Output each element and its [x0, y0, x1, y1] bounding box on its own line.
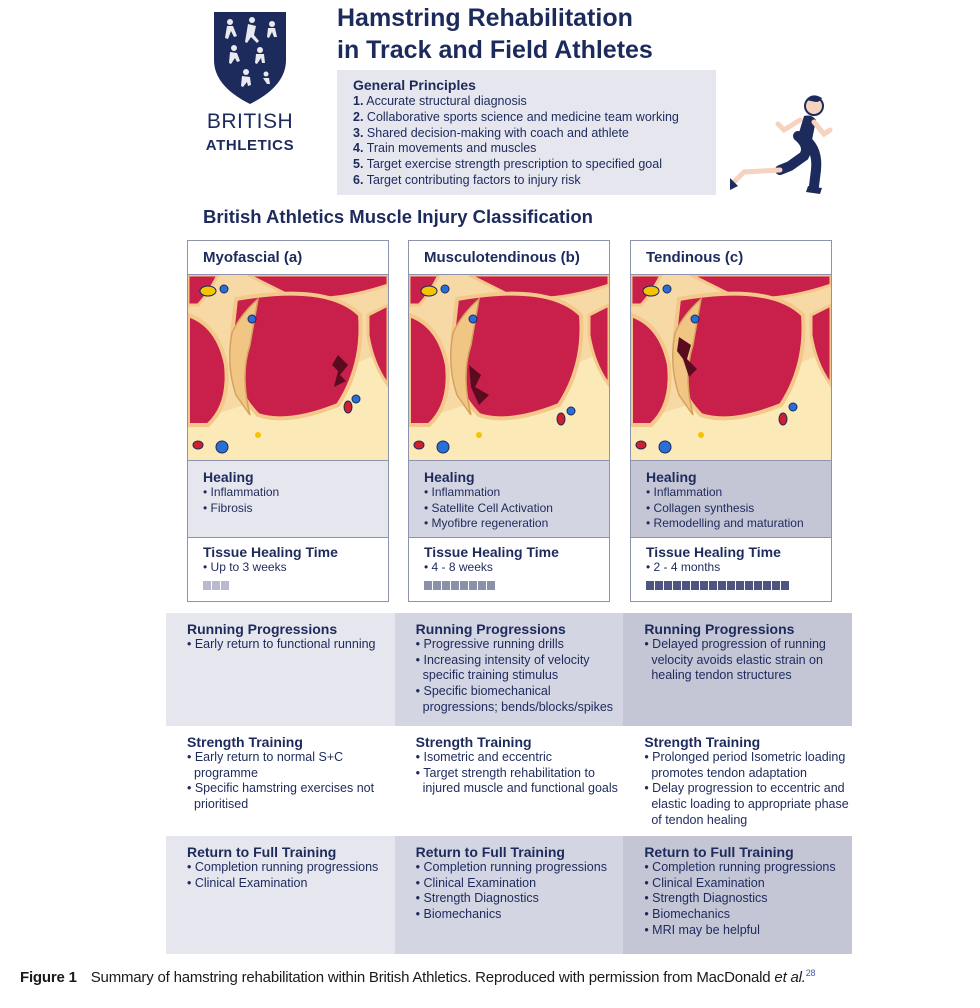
principle-item — [353, 110, 716, 126]
runner-illustration — [720, 90, 840, 200]
cell-heading: Running Progressions — [187, 621, 338, 637]
cell-musculotendinous — [395, 836, 624, 954]
cell-heading: Strength Training — [187, 734, 303, 750]
bar-segment — [781, 581, 789, 590]
muscle-cross-section-image — [409, 275, 609, 461]
cell-list — [644, 637, 852, 684]
cell-item: • Delayed progression of running velocity avoids elastic strain on healing tendon structures — [644, 637, 826, 683]
bar-segment — [745, 581, 753, 590]
bar-segment — [673, 581, 681, 590]
healing-item: • Remodelling and maturation — [646, 516, 804, 531]
logo-text-athletics: ATHLETICS — [205, 137, 295, 154]
cell-heading: Running Progressions — [644, 621, 795, 637]
principle-text: Train movements and muscles — [366, 141, 537, 156]
bar-segment — [682, 581, 690, 590]
cell-myofascial — [166, 613, 395, 726]
cell-item: • Clinical Examination — [187, 875, 308, 890]
bar-segment — [709, 581, 717, 590]
cell-item: • Biomechanics — [644, 907, 730, 922]
bar-segment — [460, 581, 468, 590]
cell-item: • Progressive running drills — [415, 637, 564, 651]
cell-item: • MRI may be helpful — [644, 922, 760, 937]
cell-musculotendinous — [395, 613, 624, 726]
cell-list — [644, 750, 852, 829]
title-line-2: in Track and Field Athletes — [337, 36, 653, 64]
cell-item: • Strength Diagnostics — [644, 891, 768, 906]
bar-segment — [772, 581, 780, 590]
principle-item — [353, 94, 716, 110]
bar-segment — [655, 581, 663, 590]
cell-tendinous — [623, 726, 852, 836]
bar-segment — [754, 581, 762, 590]
healing-section — [409, 461, 609, 538]
healing-item: • Collagen synthesis — [646, 500, 755, 515]
return-to-full-training-row — [166, 836, 852, 954]
title-line-1: Hamstring Rehabilitation — [337, 4, 633, 32]
cell-item: • Specific hamstring exercises not prioritised — [187, 781, 375, 812]
bar-segment — [203, 581, 211, 590]
healing-item: • Inflammation — [203, 485, 280, 499]
healing-heading: Healing — [646, 469, 697, 485]
tissue-healing-time: • 2 - 4 months — [646, 560, 721, 574]
british-athletics-logo — [200, 6, 300, 156]
tissue-healing-time-section — [409, 538, 609, 602]
cell-heading: Return to Full Training — [415, 844, 565, 860]
card-musculotendinous — [408, 240, 610, 602]
cell-myofascial — [166, 726, 395, 836]
healing-time-bar — [646, 581, 831, 590]
card-title: Tendinous (c) — [631, 241, 831, 275]
principle-item — [353, 173, 716, 189]
card-title: Musculotendinous (b) — [409, 241, 609, 275]
principle-number: 3. — [353, 125, 364, 140]
healing-section — [631, 461, 831, 538]
cell-heading: Return to Full Training — [644, 844, 794, 860]
cell-myofascial — [166, 836, 395, 954]
bar-segment — [221, 581, 229, 590]
bar-segment — [736, 581, 744, 590]
bar-segment — [691, 581, 699, 590]
cell-item: • Isometric and eccentric — [415, 750, 553, 764]
principle-item — [353, 141, 716, 157]
figure-caption — [20, 968, 815, 986]
bar-segment — [487, 581, 495, 590]
cell-item: • Delay progression to eccentric and elastic loading to appropriate phase of tendon healing — [644, 781, 849, 827]
principles-list — [353, 94, 716, 189]
cell-item: • Prolonged period Isometric loading promotes tendon adaptation — [644, 750, 846, 780]
cell-item: • Early return to normal S+C programme — [187, 750, 344, 780]
bar-segment — [424, 581, 432, 590]
cell-list — [187, 637, 395, 653]
principle-text: Shared decision-making with coach and athlete — [366, 125, 629, 140]
cell-item: • Clinical Examination — [415, 875, 537, 890]
bar-segment — [469, 581, 477, 590]
card-myofascial — [187, 240, 389, 602]
cell-list — [416, 750, 624, 797]
healing-list — [203, 485, 388, 516]
principle-text: Collaborative sports science and medicine team working — [366, 109, 679, 124]
principles-heading: General Principles — [353, 77, 476, 93]
principle-text: Accurate structural diagnosis — [366, 94, 527, 108]
muscle-cross-section-image — [631, 275, 831, 461]
principle-number: 4. — [353, 141, 364, 156]
principle-number: 5. — [353, 157, 364, 172]
muscle-injury-musculotendinous-icon — [409, 275, 609, 461]
caption-text: Summary of hamstring rehabilitation within British Athletics. Reproduced with permission from MacDonald — [90, 969, 775, 986]
tissue-healing-time: • 4 - 8 weeks — [424, 560, 493, 574]
healing-list — [646, 485, 831, 532]
cell-item: • Strength Diagnostics — [415, 891, 539, 906]
cell-item: • Completion running progressions — [187, 860, 379, 874]
caption-reference[interactable]: 28 — [805, 968, 816, 978]
card-title: Myofascial (a) — [188, 241, 388, 275]
caption-et-al: et al. — [774, 969, 806, 986]
principle-text: Target contributing factors to injury risk — [366, 172, 581, 187]
bar-segment — [478, 581, 486, 590]
card-tendinous — [630, 240, 832, 602]
tissue-healing-heading: Tissue Healing Time — [646, 544, 781, 560]
bar-segment — [442, 581, 450, 590]
cell-list — [187, 860, 395, 891]
cell-tendinous — [623, 836, 852, 954]
bar-segment — [727, 581, 735, 590]
cell-list — [187, 750, 395, 813]
tissue-healing-time: • Up to 3 weeks — [203, 560, 287, 574]
healing-item: • Satellite Cell Activation — [424, 500, 553, 515]
bar-segment — [700, 581, 708, 590]
bar-segment — [718, 581, 726, 590]
cell-item: • Biomechanics — [415, 907, 502, 922]
cell-heading: Return to Full Training — [187, 844, 337, 860]
running-progressions-row — [166, 613, 852, 726]
cell-heading: Running Progressions — [415, 621, 566, 637]
cell-item: • Target strength rehabilitation to injured muscle and functional goals — [415, 765, 618, 796]
cell-heading: Strength Training — [644, 734, 761, 750]
healing-heading: Healing — [424, 469, 475, 485]
tissue-healing-heading: Tissue Healing Time — [203, 544, 338, 560]
bar-segment — [433, 581, 441, 590]
principle-text: Target exercise strength prescription to specified goal — [366, 157, 662, 172]
healing-time-bar — [203, 581, 388, 590]
classification-title: British Athletics Muscle Injury Classification — [203, 206, 593, 227]
runner-icon — [720, 90, 840, 200]
healing-time-bar — [424, 581, 609, 590]
page-title — [337, 2, 653, 66]
tissue-healing-time-section — [188, 538, 388, 602]
cell-musculotendinous — [395, 726, 624, 836]
principle-number: 2. — [353, 109, 364, 124]
bar-segment — [763, 581, 771, 590]
healing-list — [424, 485, 609, 532]
principle-item — [353, 157, 716, 173]
athletes-crest-icon — [200, 6, 300, 106]
strength-training-row — [166, 726, 852, 836]
healing-item: • Myofibre regeneration — [424, 516, 549, 531]
cell-item: • Specific biomechanical progressions; bends/blocks/spikes — [415, 684, 614, 714]
cell-item: • Clinical Examination — [644, 875, 765, 890]
cell-tendinous — [623, 613, 852, 726]
tissue-healing-time-section — [631, 538, 831, 602]
bar-segment — [664, 581, 672, 590]
bar-segment — [212, 581, 220, 590]
cell-item: • Increasing intensity of velocity specific training stimulus — [415, 652, 590, 683]
healing-heading: Healing — [203, 469, 254, 485]
healing-item: • Inflammation — [646, 485, 723, 499]
cell-item: • Completion running progressions — [415, 860, 607, 874]
tissue-healing-heading: Tissue Healing Time — [424, 544, 559, 560]
healing-item: • Fibrosis — [203, 500, 253, 515]
general-principles-panel — [337, 70, 716, 195]
bar-segment — [451, 581, 459, 590]
principle-number: 1. — [353, 94, 364, 108]
healing-section — [188, 461, 388, 538]
cell-heading: Strength Training — [415, 734, 532, 750]
cell-list — [416, 637, 624, 716]
muscle-injury-myofascial-icon — [188, 275, 388, 461]
bar-segment — [646, 581, 654, 590]
cell-list — [416, 860, 624, 923]
cell-list — [644, 860, 852, 939]
principle-number: 6. — [353, 172, 364, 187]
muscle-injury-tendinous-icon — [631, 275, 831, 461]
cell-item: • Early return to functional running — [187, 637, 376, 651]
figure-label: Figure 1 — [20, 969, 77, 986]
principle-item — [353, 126, 716, 142]
cell-item: • Completion running progressions — [644, 860, 836, 874]
logo-text-british: BRITISH — [206, 110, 294, 133]
muscle-cross-section-image — [188, 275, 388, 461]
healing-item: • Inflammation — [424, 485, 501, 499]
